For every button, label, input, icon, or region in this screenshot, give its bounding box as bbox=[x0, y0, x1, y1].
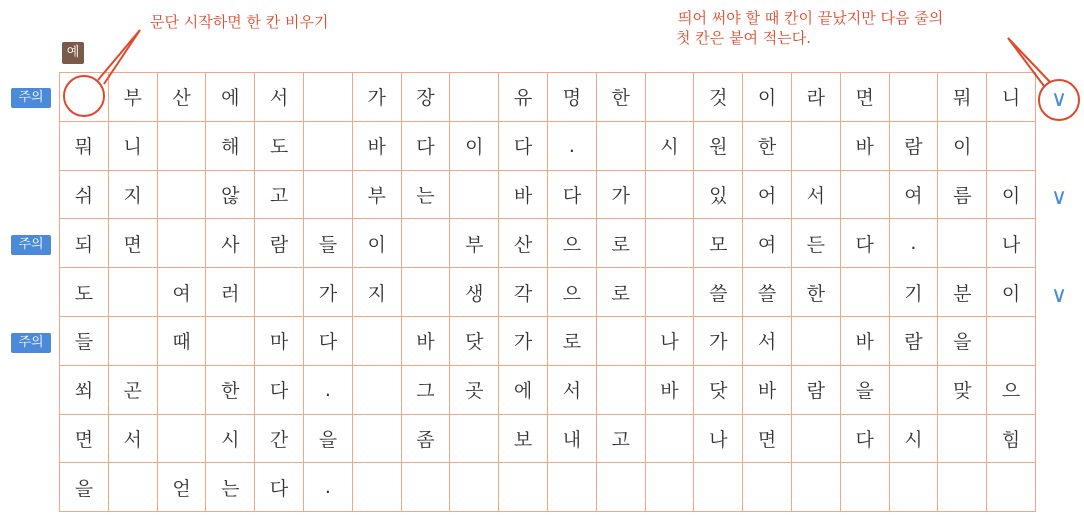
grid-cell: 시 bbox=[206, 415, 255, 464]
grid-cell: 다 bbox=[841, 415, 890, 464]
grid-cell: 서 bbox=[109, 415, 158, 464]
grid-cell: 도 bbox=[255, 122, 304, 171]
grid-cell: 으 bbox=[987, 366, 1036, 415]
grid-cell: 얻 bbox=[158, 463, 207, 512]
grid-cell: 장 bbox=[402, 73, 451, 122]
grid-cell: 쓸 bbox=[743, 268, 792, 317]
grid-cell: 마 bbox=[255, 317, 304, 366]
grid-cell: 한 bbox=[206, 366, 255, 415]
grid-cell: 서 bbox=[743, 317, 792, 366]
grid-cell: 는 bbox=[206, 463, 255, 512]
grid-cell: 그 bbox=[402, 366, 451, 415]
grid-cell: 원 bbox=[694, 122, 743, 171]
check-mark-icon: ∨ bbox=[1050, 185, 1068, 210]
indent-pointer-line bbox=[104, 30, 140, 84]
grid-cell: 다 bbox=[402, 122, 451, 171]
grid-cell: 어 bbox=[743, 171, 792, 220]
grid-cell: 이 bbox=[987, 171, 1036, 220]
grid-cell: 기 bbox=[890, 268, 939, 317]
grid-cell: 이 bbox=[743, 73, 792, 122]
grid-cell: 힘 bbox=[987, 415, 1036, 464]
grid-cell: 람 bbox=[890, 317, 939, 366]
grid-cell: 러 bbox=[206, 268, 255, 317]
grid-cell: 유 bbox=[499, 73, 548, 122]
grid-cell: 각 bbox=[499, 268, 548, 317]
grid-cell: 부 bbox=[353, 171, 402, 220]
grid-cell: 을 bbox=[841, 366, 890, 415]
wrap-pointer-line bbox=[1008, 38, 1050, 82]
grid-cell: 분 bbox=[938, 268, 987, 317]
grid-cell: 산 bbox=[158, 73, 207, 122]
grid-cell: 명 bbox=[548, 73, 597, 122]
grid-cell: 보 bbox=[499, 415, 548, 464]
grid-cell: 모 bbox=[694, 219, 743, 268]
grid-cell: 닷 bbox=[450, 317, 499, 366]
grid-cell: 서 bbox=[255, 73, 304, 122]
grid-cell: 다 bbox=[841, 219, 890, 268]
grid-cell: 곤 bbox=[109, 366, 158, 415]
grid-cell: 좀 bbox=[402, 415, 451, 464]
grid-cell: 바 bbox=[841, 317, 890, 366]
grid-cell: 바 bbox=[402, 317, 451, 366]
grid-cell: 내 bbox=[548, 415, 597, 464]
grid-cell: 시 bbox=[646, 122, 695, 171]
caution-label-row6: 주의 bbox=[11, 333, 51, 353]
grid-cell: 들 bbox=[304, 219, 353, 268]
grid-cell: 면 bbox=[60, 415, 109, 464]
grid-cell: 으 bbox=[548, 268, 597, 317]
grid-cell: 여 bbox=[890, 171, 939, 220]
grid-cell: 에 bbox=[206, 73, 255, 122]
check-mark-icon: ∨ bbox=[1050, 87, 1068, 112]
grid-cell: 바 bbox=[499, 171, 548, 220]
grid-cell: 생 bbox=[450, 268, 499, 317]
grid-cell: 고 bbox=[255, 171, 304, 220]
grid-cell: 이 bbox=[353, 219, 402, 268]
grid-cell: 맞 bbox=[938, 366, 987, 415]
grid-cell: 는 bbox=[402, 171, 451, 220]
grid-cell: 뭐 bbox=[60, 122, 109, 171]
grid-cell: 바 bbox=[743, 366, 792, 415]
grid-cell: 도 bbox=[60, 268, 109, 317]
grid-cell: 쓸 bbox=[694, 268, 743, 317]
grid-cell: 것 bbox=[694, 73, 743, 122]
grid-cell: 을 bbox=[938, 317, 987, 366]
grid-cell: 바 bbox=[646, 366, 695, 415]
grid-cell: 가 bbox=[304, 268, 353, 317]
indent-annotation: 문단 시작하면 한 칸 비우기 bbox=[150, 13, 329, 31]
grid-cell: 니 bbox=[987, 73, 1036, 122]
grid-cell: 되 bbox=[60, 219, 109, 268]
grid-cell: 시 bbox=[890, 415, 939, 464]
grid-cell: 가 bbox=[353, 73, 402, 122]
grid-cell: 든 bbox=[792, 219, 841, 268]
grid-cell: . bbox=[304, 463, 353, 512]
indent-highlight-circle bbox=[64, 76, 104, 116]
grid-cell: 지 bbox=[353, 268, 402, 317]
grid-cell: 가 bbox=[597, 171, 646, 220]
indent-pointer-line bbox=[98, 30, 140, 80]
grid-cell: 라 bbox=[792, 73, 841, 122]
grid-cell: 면 bbox=[743, 415, 792, 464]
example-badge: 예 bbox=[62, 42, 84, 64]
grid-cell: 바 bbox=[353, 122, 402, 171]
grid-cell: 람 bbox=[890, 122, 939, 171]
grid-cell: 서 bbox=[792, 171, 841, 220]
grid-cell: 면 bbox=[109, 219, 158, 268]
grid-cell: 람 bbox=[792, 366, 841, 415]
grid-cell: 다 bbox=[499, 122, 548, 171]
grid-cell: 에 bbox=[499, 366, 548, 415]
grid-cell: 로 bbox=[597, 219, 646, 268]
wrap-pointer-line bbox=[1008, 38, 1044, 86]
grid-cell: 나 bbox=[987, 219, 1036, 268]
grid-cell: 나 bbox=[694, 415, 743, 464]
grid-cell: 가 bbox=[499, 317, 548, 366]
grid-cell: . bbox=[304, 366, 353, 415]
grid-cell: 산 bbox=[499, 219, 548, 268]
grid-cell: 이 bbox=[987, 268, 1036, 317]
grid-cell: 으 bbox=[548, 219, 597, 268]
grid-cell: 로 bbox=[548, 317, 597, 366]
grid-cell: . bbox=[890, 219, 939, 268]
grid-cell: 로 bbox=[597, 268, 646, 317]
grid-cell: 면 bbox=[841, 73, 890, 122]
grid-cell: 가 bbox=[694, 317, 743, 366]
grid-cell: 한 bbox=[792, 268, 841, 317]
grid-cell: 쉬 bbox=[60, 171, 109, 220]
grid-cell: 부 bbox=[109, 73, 158, 122]
caution-label-row1: 주의 bbox=[11, 88, 51, 108]
grid-cell: 여 bbox=[158, 268, 207, 317]
grid-cell: 간 bbox=[255, 415, 304, 464]
grid-cell: 름 bbox=[938, 171, 987, 220]
grid-cell: 을 bbox=[304, 415, 353, 464]
grid-cell: 곳 bbox=[450, 366, 499, 415]
grid-cell: 않 bbox=[206, 171, 255, 220]
grid-cell: 다 bbox=[304, 317, 353, 366]
grid-cell: 사 bbox=[206, 219, 255, 268]
grid-cell: 이 bbox=[450, 122, 499, 171]
grid-cell: 한 bbox=[743, 122, 792, 171]
grid-cell: 해 bbox=[206, 122, 255, 171]
grid-cell: 고 bbox=[597, 415, 646, 464]
grid-cell: 여 bbox=[743, 219, 792, 268]
grid-cell: 람 bbox=[255, 219, 304, 268]
grid-cell: 니 bbox=[109, 122, 158, 171]
wrap-annotation-line2: 첫 칸은 붙여 적는다. bbox=[676, 29, 811, 47]
grid-cell: 닷 bbox=[694, 366, 743, 415]
grid-cell: 나 bbox=[646, 317, 695, 366]
grid-cell: 때 bbox=[158, 317, 207, 366]
grid-cell: 한 bbox=[597, 73, 646, 122]
grid-cell: 뭐 bbox=[938, 73, 987, 122]
wrap-highlight-circle bbox=[1039, 80, 1079, 120]
grid-cell: 이 bbox=[938, 122, 987, 171]
grid-cell: 다 bbox=[255, 463, 304, 512]
grid-cell: 지 bbox=[109, 171, 158, 220]
grid-cell: 들 bbox=[60, 317, 109, 366]
grid-cell: 부 bbox=[450, 219, 499, 268]
caution-label-row4: 주의 bbox=[11, 235, 51, 255]
check-mark-icon: ∨ bbox=[1050, 283, 1068, 308]
wrap-annotation-line1: 띄어 써야 할 때 칸이 끝났지만 다음 줄의 bbox=[678, 9, 944, 27]
grid-cell: 바 bbox=[841, 122, 890, 171]
grid-cell: 쐬 bbox=[60, 366, 109, 415]
grid-cell: 서 bbox=[548, 366, 597, 415]
grid-cell: . bbox=[548, 122, 597, 171]
grid-cell: 다 bbox=[548, 171, 597, 220]
grid-cell: 다 bbox=[255, 366, 304, 415]
grid-cell: 을 bbox=[60, 463, 109, 512]
grid-cell: 있 bbox=[694, 171, 743, 220]
